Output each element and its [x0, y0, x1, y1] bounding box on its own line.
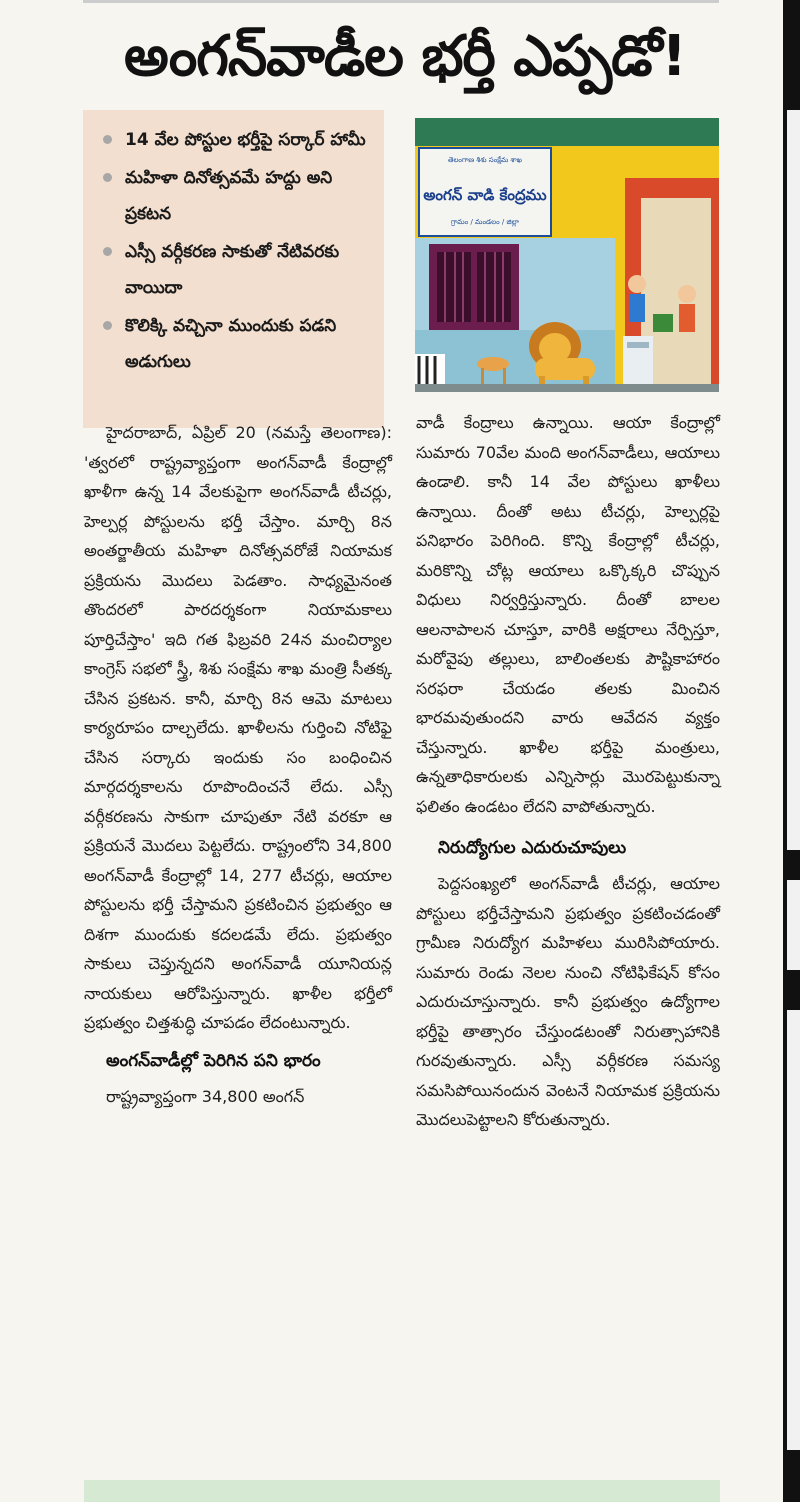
article-paragraph: పెద్దసంఖ్యలో అంగన్‌వాడీ టీచర్లు, ఆయాల పోస్టులు భర్తీచేస్తామని ప్రభుత్వం ప్రకటించడంతో గ్రామీణ నిరుద్యోగ మహిళలు మురిసిపోయారు. సుమారు రెండు నెలల నుంచి నోటిఫికేషన్ కోసం ఎదురుచూస్తున్నారు. కానీ ప్రభుత్వం ఉద్యోగాల భర్తీపై తాత్సారం చేస్తుండటంతో నిరుత్సాహానికి గురవుతున్నారు. ఎస్సీ వర్గీకరణ సమస్య సమసిపోయినందున వెంటనే నియామక ప్రక్రియను మొదలుపెట్టాలని కోరుతున్నారు. [416, 874, 720, 1129]
section-subheading: అంగన్‌వాడీల్లో పెరిగిన పని భారం [106, 1050, 321, 1071]
sign-line-1: తెలంగాణ శిశు సంక్షేమ శాఖ [448, 156, 522, 164]
highlights-box [83, 110, 384, 428]
top-rule [83, 0, 719, 3]
sign-main-text: అంగన్ వాడి కేంద్రము [423, 186, 547, 204]
article-paragraph: వాడీ కేంద్రాలు ఉన్నాయి. ఆయా కేంద్రాల్లో సుమారు 70వేల మంది అంగన్‌వాడీలు, ఆయాలు ఉండాలి. కానీ 14 వేల పోస్టులు ఖాళీలు ఉన్నాయి. దీంతో అటు టీచర్లు, హెల్పర్లపై పనిభారం పెరిగింది. కొన్ని కేంద్రాల్లో టీచర్లు, మరికొన్ని చోట్ల ఆయాలు ఒక్కొక్కరి చొప్పున విధులు నిర్వర్తిస్తున్నారు. దీంతో బాలల ఆలనాపాలన చూస్తూ, వారికి అక్షరాలు నేర్పిస్తూ, మరోవైపు తల్లులు, బాలింతలకు పౌష్టికాహారం సరఫరా చేయడం తలకు మించిన భారమవుతుందని వారు ఆవేదన వ్యక్తం చేస్తున్నారు. ఖాళీల భర్తీపై మంత్రులు, ఉన్నతాధికారులకు ఎన్నిసార్లు మొరపెట్టుకున్నా ఫలితం ఉండటం లేదని వాపోతున్నారు. [416, 413, 720, 816]
highlights-list [83, 110, 384, 380]
highlight-item: మహిళా దినోత్సవమే హద్దు అని ప్రకటన [103, 160, 374, 232]
sign-line-3: గ్రామం / మండలం / జిల్లా [451, 218, 519, 226]
anganwadi-center-photo [415, 118, 719, 392]
bullet-icon [103, 247, 112, 256]
highlight-item: 14 వేల పోస్టుల భర్తీపై సర్కార్ హామీ [103, 122, 374, 158]
highlight-item: కొలిక్కి వచ్చినా ముందుకు పడని అడుగులు [103, 308, 374, 380]
article-column-right [416, 408, 720, 1135]
adjacent-page-edge [783, 0, 800, 1502]
highlight-item: ఎస్సీ వర్గీకరణ సాకుతో నేటివరకు వాయిదా [103, 234, 374, 306]
anganwadi-building-illustration [415, 118, 719, 392]
section-subheading: నిరుద్యోగుల ఎదురుచూపులు [438, 838, 627, 858]
article-paragraph: రాష్ట్రవ్యాప్తంగా 34,800 అంగన్ [106, 1086, 305, 1106]
bullet-icon [103, 173, 112, 182]
bullet-icon [103, 321, 112, 330]
article-column-left [84, 418, 392, 1111]
headline: అంగన్‌వాడీల భర్తీ ఎప్పడో! [124, 24, 686, 89]
bullet-icon [103, 135, 112, 144]
next-article-strip [84, 1480, 720, 1502]
article-paragraph: హైదరాబాద్, ఏప్రిల్ 20 (నమస్తే తెలంగాణ): 'త్వరలో రాష్ట్రవ్యాప్తంగా అంగన్‌వాడీ కేంద్రాల్లో ఖాళీగా ఉన్న 14 వేలకుపైగా అంగన్‌వాడీ టీచర్లు, హెల్పర్ల పోస్టులను భర్తీ చేస్తాం. మార్చి 8న అంతర్జాతీయ మహిళా దినోత్సవరోజే నియామక ప్రక్రియను మొదలు పెడతాం. సాధ్యమైనంత తొందరలో పారదర్శకంగా నియామకాలు పూర్తిచేస్తాం' ఇది గత ఫిబ్రవరి 24న మంచిర్యాల కాంగ్రెస్ సభలో స్త్రీ, శిశు సంక్షేమ శాఖ మంత్రి సీతక్క చేసిన ప్రకటన. కానీ, మార్చి 8న ఆమె మాటలు కార్యరూపం దాల్చలేదు. ఖాళీలను గుర్తించి నోటిఫై చేసిన సర్కారు ఇందుకు సం బంధించిన మార్గదర్శకాలను రూపొందించనే లేదు. ఎస్సీ వర్గీకరణను సాకుగా చూపుతూ నేటి వరకూ ఆ ప్రక్రియనే మొదలు పెట్టలేదు. రాష్ట్రంలోని 34,800 అంగన్‌వాడీ కేంద్రాల్లో 14, 277 టీచర్లు, ఆయాల పోస్టులను భర్తీ చేస్తామని ప్రకటించిన ప్రభుత్వం ఆ దిశగా ముందుకు కదలడమే లేదు. ప్రభుత్వం సాకులు చెప్తున్నదని అంగన్‌వాడీ యూనియన్ల నాయకులు ఆరోపిస్తున్నారు. ఖాళీల భర్తీలో ప్రభుత్వం చిత్తశుద్ధి చూపడం లేదంటున్నారు. [84, 423, 392, 1032]
